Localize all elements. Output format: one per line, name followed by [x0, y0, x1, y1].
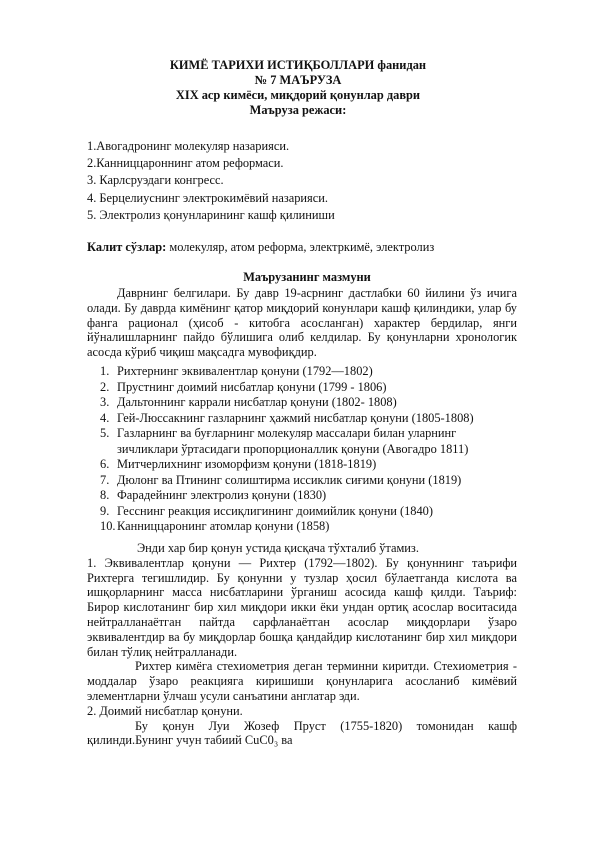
content-heading: Маърузанинг мазмуни	[243, 270, 371, 284]
laws-list	[87, 364, 517, 535]
law-number: 4.	[100, 410, 110, 425]
law-item	[87, 519, 517, 535]
lecture-topic: XIX аср кимёси, миқдорий қонунлар даври	[175, 88, 421, 102]
lecture-number: № 7 МАЪРУЗА	[254, 73, 342, 87]
law-text: Рихтернинг эквивалентлар қонуни (1792—1802)	[117, 364, 373, 378]
transition-paragraph: Энди хар бир қонун устида қисқача тўхталиб ўтамиз.	[137, 541, 419, 555]
plan-item: 1.Авогадронинг молекуляр назарияси.	[87, 139, 290, 153]
law-number: 10.	[100, 519, 116, 533]
law-item	[87, 457, 517, 473]
law-number: 2.	[100, 379, 110, 394]
keywords-text: молекуляр, атом реформа, электркимё, электролиз	[166, 240, 435, 254]
law-number: 6.	[100, 457, 110, 471]
law-item	[87, 504, 517, 520]
law-text: Митчерлихнинг изоморфизм қонуни (1818-1819)	[117, 457, 377, 471]
plan-item: 4. Берцелиуснинг электрокимёвий назарияси.	[87, 190, 328, 205]
equivalents-law-paragraph: 1. Эквивалентлар қонуни — Рихтер (1792—1802). Бу қонуннинг таърифи Рихтерга тегишлидир. Бу қонунни у тузлар ҳосил бўлаетганда кислота ва ишқорларнинг масса нисбатларини ўрганиш асосида кашф қилди. Таъриф: Бирор кислотанинг бир хил миқдори икки ёки ундан ортиқ асослар воситасида нейтралланаётган пайтда сарфланаётган асослар миқдорлари ўзаро эквивалентдир ва бу миқдорлар бошқа қандайдир кислотанинг бир хил миқдори билан тўлиқ нейтралланади.	[87, 555, 517, 659]
law-text: Дальтоннинг каррали нисбатлар қонуни (1802- 1808)	[117, 395, 397, 409]
proust-paragraph: Бу қонун Луи Жозеф Пруст (1755-1820) томонидан кашф қилинди.Бунинг учун табиий CuC0₃ ва	[87, 718, 517, 748]
keywords-line	[87, 240, 527, 255]
lecture-plan-heading: Маъруза режаси:	[249, 103, 347, 117]
law-item	[87, 395, 517, 411]
law-text: Дюлонг ва Птининг солиштирма иссиклик сиғими қонуни (1819)	[117, 472, 462, 487]
law-number: 9.	[100, 503, 110, 518]
course-title: КИМЁ ТАРИХИ ИСТИҚБОЛЛАРИ фанидан	[169, 58, 427, 72]
constant-proportions-heading: 2. Доимий нисбатлар қонуни.	[87, 703, 243, 718]
law-number: 5.	[100, 426, 110, 440]
law-number: 3.	[100, 395, 110, 409]
law-text: Канниццаронинг атомлар қонуни (1858)	[117, 519, 330, 533]
law-text: Прустнинг доимий нисбатлар қонуни (1799 - 1806)	[117, 379, 387, 394]
law-text: Газларнинг ва буғларнинг молекуляр массалари билан уларнинг зичликлари ўртасидаги пропорционаллик қонуни (Авогадро 1811)	[117, 426, 469, 456]
intro-paragraph: Даврнинг белгилари. Бу давр 19-асрнинг дастлабки 60 йилини ўз ичига олади. Бу даврда кимёнинг қатор миқдорий конунлари кашф қилиндики, улар бу фанга рационал (ҳисоб - китобга асосланган) характер бердилар, янги йўналишларнинг пайдо бўлишига олиб келдилар. Бу қонунларни хронологик асосда кўриб чиқиш мақсадга мувофиқдир.	[87, 286, 517, 360]
law-number: 1.	[100, 364, 110, 378]
body-text	[87, 541, 517, 748]
stoichiometry-paragraph: Рихтер кимёга стехиометрия деган терминни киритди. Стехиометрия - моддалар ўзаро реакцияга киришиши қонунларига асосланиб кимёвий элементларни ўлчаш усули санъатини англатар эди.	[87, 659, 517, 703]
lecture-plan-list	[87, 138, 527, 224]
plan-item: 5. Электролиз қонунларининг кашф қилиниши	[87, 207, 335, 222]
plan-item: 3. Карлсруэдаги конгресс.	[87, 173, 224, 188]
law-text: Гесснинг реакция иссиқлигининг доимийлик қонуни (1840)	[117, 503, 434, 518]
law-item	[87, 411, 517, 427]
law-number: 8.	[100, 488, 110, 502]
law-item	[87, 380, 517, 396]
law-item	[87, 426, 517, 457]
law-item	[87, 488, 517, 504]
law-text: Фарадейнинг электролиз қонуни (1830)	[117, 488, 327, 502]
law-text: Гей-Люссакнинг газларнинг ҳажмий нисбатлар қонуни (1805-1808)	[117, 410, 474, 425]
law-item	[87, 473, 517, 489]
plan-item: 2.Канниццароннинг атом реформаси.	[87, 156, 284, 171]
law-item	[87, 364, 517, 380]
document-header	[0, 58, 596, 118]
keywords-label: Калит сўзлар:	[87, 240, 167, 254]
law-number: 7.	[100, 472, 110, 487]
